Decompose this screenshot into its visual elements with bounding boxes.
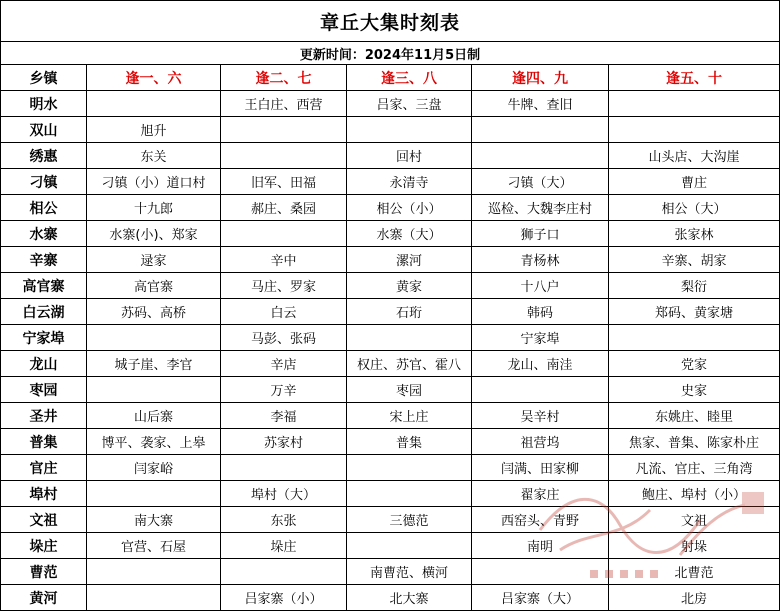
market-cell: 梨衍 bbox=[609, 273, 780, 299]
table-row bbox=[1, 169, 780, 195]
market-cell: 枣园 bbox=[347, 377, 472, 403]
market-cell bbox=[347, 533, 472, 559]
market-cell bbox=[472, 117, 609, 143]
market-cell: 万辛 bbox=[221, 377, 347, 403]
town-name: 文祖 bbox=[1, 507, 87, 533]
market-cell: 狮子口 bbox=[472, 221, 609, 247]
table-row bbox=[1, 429, 780, 455]
table-row bbox=[1, 585, 780, 611]
market-cell: 吴辛村 bbox=[472, 403, 609, 429]
market-cell: 郝庄、桑园 bbox=[221, 195, 347, 221]
market-cell: 宁家埠 bbox=[472, 325, 609, 351]
town-name: 水寨 bbox=[1, 221, 87, 247]
market-cell: 石珩 bbox=[347, 299, 472, 325]
market-cell: 巡检、大魏李庄村 bbox=[472, 195, 609, 221]
market-cell: 逯家 bbox=[87, 247, 221, 273]
market-cell bbox=[609, 325, 780, 351]
market-cell bbox=[347, 455, 472, 481]
town-name: 明水 bbox=[1, 91, 87, 117]
table-row bbox=[1, 481, 780, 507]
table-row bbox=[1, 221, 780, 247]
market-cell: 张家林 bbox=[609, 221, 780, 247]
market-cell: 闫满、田家柳 bbox=[472, 455, 609, 481]
town-name: 相公 bbox=[1, 195, 87, 221]
market-cell: 旭升 bbox=[87, 117, 221, 143]
market-cell: 官营、石屋 bbox=[87, 533, 221, 559]
market-cell: 北房 bbox=[609, 585, 780, 611]
market-cell: 埠村（大） bbox=[221, 481, 347, 507]
market-cell: 辛寨、胡家 bbox=[609, 247, 780, 273]
market-cell: 西窑头、青野 bbox=[472, 507, 609, 533]
market-cell: 青杨林 bbox=[472, 247, 609, 273]
market-cell: 韩码 bbox=[472, 299, 609, 325]
market-cell: 高官寨 bbox=[87, 273, 221, 299]
market-cell: 射垛 bbox=[609, 533, 780, 559]
market-cell: 博平、袭家、上皋 bbox=[87, 429, 221, 455]
market-cell: 南曹范、横河 bbox=[347, 559, 472, 585]
page-title: 章丘大集时刻表 bbox=[1, 1, 780, 42]
market-cell: 东关 bbox=[87, 143, 221, 169]
header-period-5-10: 逢五、十 bbox=[609, 65, 780, 91]
market-cell: 北曹范 bbox=[609, 559, 780, 585]
town-name: 双山 bbox=[1, 117, 87, 143]
table-row bbox=[1, 507, 780, 533]
market-cell: 三德范 bbox=[347, 507, 472, 533]
market-cell: 龙山、南洼 bbox=[472, 351, 609, 377]
market-cell: 回村 bbox=[347, 143, 472, 169]
market-cell bbox=[221, 117, 347, 143]
town-name: 宁家埠 bbox=[1, 325, 87, 351]
market-cell bbox=[221, 559, 347, 585]
market-cell: 焦家、普集、陈家朴庄 bbox=[609, 429, 780, 455]
market-cell: 漯河 bbox=[347, 247, 472, 273]
market-cell: 水寨（大） bbox=[347, 221, 472, 247]
market-cell: 吕家寨（大） bbox=[472, 585, 609, 611]
table-row bbox=[1, 91, 780, 117]
market-cell bbox=[347, 325, 472, 351]
table-row bbox=[1, 143, 780, 169]
market-cell: 祖营坞 bbox=[472, 429, 609, 455]
market-cell: 相公（小） bbox=[347, 195, 472, 221]
market-cell: 郑码、黄家塘 bbox=[609, 299, 780, 325]
market-cell: 南大寨 bbox=[87, 507, 221, 533]
market-cell bbox=[87, 325, 221, 351]
market-cell: 东张 bbox=[221, 507, 347, 533]
market-cell bbox=[472, 559, 609, 585]
market-cell bbox=[87, 585, 221, 611]
header-period-1-6: 逢一、六 bbox=[87, 65, 221, 91]
town-name: 圣井 bbox=[1, 403, 87, 429]
market-cell bbox=[609, 91, 780, 117]
market-cell: 北大寨 bbox=[347, 585, 472, 611]
table-row bbox=[1, 403, 780, 429]
table-row bbox=[1, 325, 780, 351]
market-cell: 刁镇（大） bbox=[472, 169, 609, 195]
market-cell: 闫家峪 bbox=[87, 455, 221, 481]
market-cell: 曹庄 bbox=[609, 169, 780, 195]
town-name: 埠村 bbox=[1, 481, 87, 507]
market-cell bbox=[87, 377, 221, 403]
table-row bbox=[1, 559, 780, 585]
market-cell: 苏码、高桥 bbox=[87, 299, 221, 325]
market-cell: 宋上庄 bbox=[347, 403, 472, 429]
market-cell: 十八户 bbox=[472, 273, 609, 299]
market-cell: 文祖 bbox=[609, 507, 780, 533]
market-cell bbox=[221, 221, 347, 247]
market-cell: 十九郎 bbox=[87, 195, 221, 221]
town-name: 白云湖 bbox=[1, 299, 87, 325]
town-name: 龙山 bbox=[1, 351, 87, 377]
town-name: 刁镇 bbox=[1, 169, 87, 195]
market-cell: 刁镇（小）道口村 bbox=[87, 169, 221, 195]
table-row bbox=[1, 299, 780, 325]
market-cell bbox=[472, 377, 609, 403]
header-town: 乡镇 bbox=[1, 65, 87, 91]
table-row bbox=[1, 195, 780, 221]
market-cell: 马彭、张码 bbox=[221, 325, 347, 351]
market-cell bbox=[609, 117, 780, 143]
market-cell: 普集 bbox=[347, 429, 472, 455]
market-cell: 吕家寨（小） bbox=[221, 585, 347, 611]
market-cell: 马庄、罗家 bbox=[221, 273, 347, 299]
table-row bbox=[1, 377, 780, 403]
market-cell: 辛中 bbox=[221, 247, 347, 273]
header-period-4-9: 逢四、九 bbox=[472, 65, 609, 91]
town-name: 绣惠 bbox=[1, 143, 87, 169]
town-name: 官庄 bbox=[1, 455, 87, 481]
table-row bbox=[1, 351, 780, 377]
table-row bbox=[1, 273, 780, 299]
market-cell: 王白庄、西营 bbox=[221, 91, 347, 117]
table-row bbox=[1, 455, 780, 481]
town-name: 黄河 bbox=[1, 585, 87, 611]
update-date: 更新时间：2024年11月5日制 bbox=[1, 42, 780, 65]
table-row bbox=[1, 533, 780, 559]
market-cell: 牛牌、查旧 bbox=[472, 91, 609, 117]
header-period-3-8: 逢三、八 bbox=[347, 65, 472, 91]
market-cell: 白云 bbox=[221, 299, 347, 325]
market-cell: 苏家村 bbox=[221, 429, 347, 455]
market-cell: 山后寨 bbox=[87, 403, 221, 429]
market-cell: 水寨(小)、郑家 bbox=[87, 221, 221, 247]
market-cell: 相公（大） bbox=[609, 195, 780, 221]
table-row bbox=[1, 117, 780, 143]
market-cell: 山头店、大沟崖 bbox=[609, 143, 780, 169]
market-cell: 城子崖、李官 bbox=[87, 351, 221, 377]
market-cell: 旧军、田福 bbox=[221, 169, 347, 195]
market-cell bbox=[472, 143, 609, 169]
market-cell: 翟家庄 bbox=[472, 481, 609, 507]
header-period-2-7: 逢二、七 bbox=[221, 65, 347, 91]
market-cell: 垛庄 bbox=[221, 533, 347, 559]
market-cell: 东姚庄、睦里 bbox=[609, 403, 780, 429]
market-cell: 鲍庄、埠村（小） bbox=[609, 481, 780, 507]
market-cell: 辛店 bbox=[221, 351, 347, 377]
header-row bbox=[1, 65, 780, 91]
market-cell: 党家 bbox=[609, 351, 780, 377]
town-name: 枣园 bbox=[1, 377, 87, 403]
town-name: 辛寨 bbox=[1, 247, 87, 273]
market-cell bbox=[347, 117, 472, 143]
market-cell bbox=[87, 91, 221, 117]
market-cell: 永清寺 bbox=[347, 169, 472, 195]
town-name: 曹范 bbox=[1, 559, 87, 585]
market-cell bbox=[347, 481, 472, 507]
market-cell: 黄家 bbox=[347, 273, 472, 299]
market-cell: 南明 bbox=[472, 533, 609, 559]
town-name: 垛庄 bbox=[1, 533, 87, 559]
market-cell bbox=[221, 143, 347, 169]
market-cell: 史家 bbox=[609, 377, 780, 403]
market-cell bbox=[87, 481, 221, 507]
town-name: 普集 bbox=[1, 429, 87, 455]
market-cell: 吕家、三盘 bbox=[347, 91, 472, 117]
market-cell: 凡流、官庄、三角湾 bbox=[609, 455, 780, 481]
market-cell bbox=[221, 455, 347, 481]
market-cell: 权庄、苏官、霍八 bbox=[347, 351, 472, 377]
town-name: 高官寨 bbox=[1, 273, 87, 299]
market-cell bbox=[87, 559, 221, 585]
market-cell: 李福 bbox=[221, 403, 347, 429]
table-row bbox=[1, 247, 780, 273]
